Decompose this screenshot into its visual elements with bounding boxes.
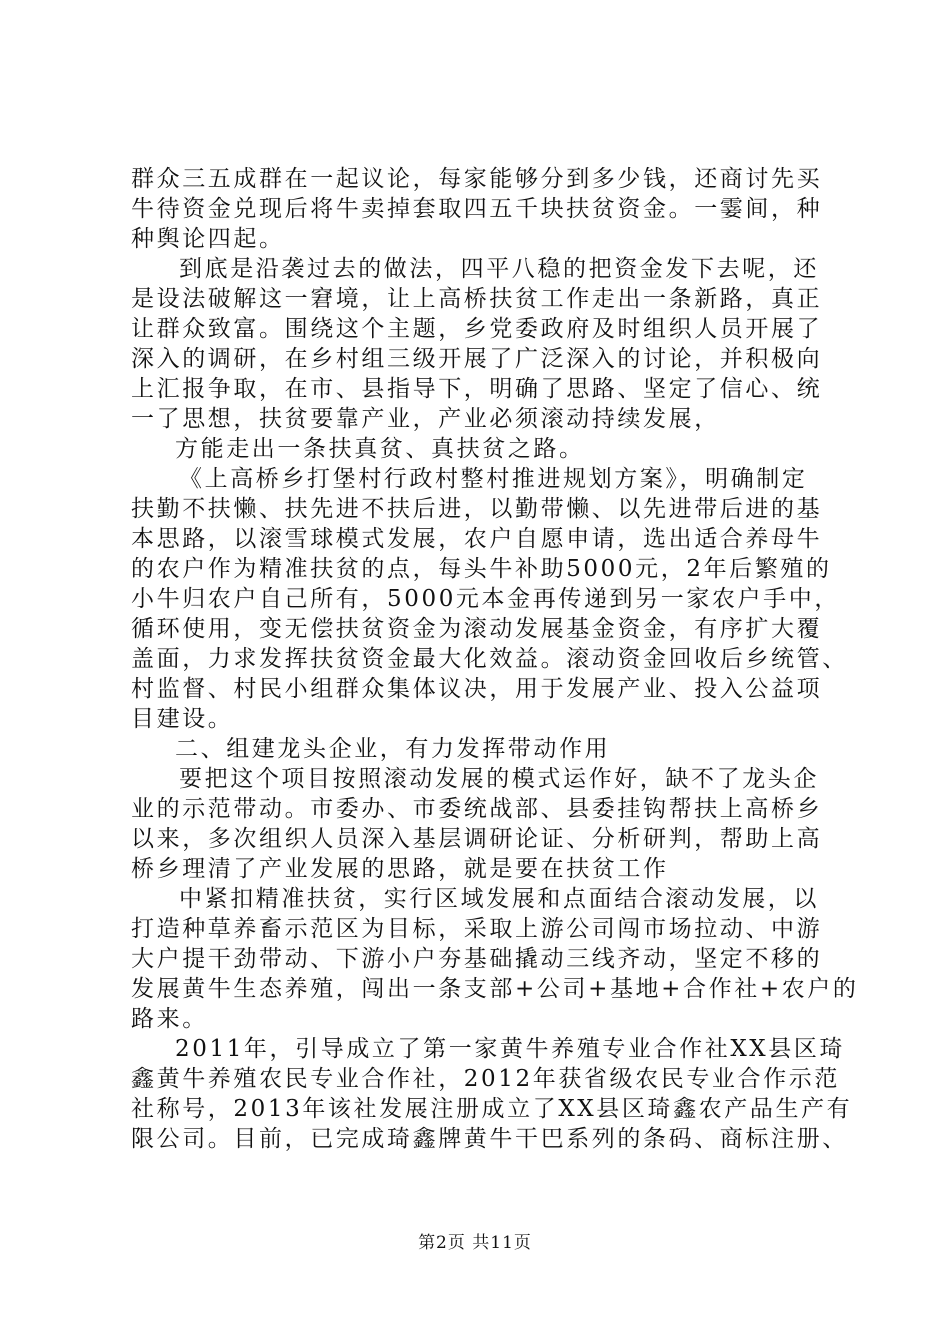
text-line: 盖面，力求发挥扶贫资金最大化效益。滚动资金回收后乡统管、: [131, 646, 848, 672]
text-line: 鑫黄牛养殖农民专业合作社，2012年获省级农民专业合作示范: [131, 1066, 840, 1092]
text-line: 循环使用，变无偿扶贫资金为滚动发展基金资金，有序扩大覆: [131, 616, 823, 642]
paragraph-start-line: 到底是沿袭过去的做法，四平八稳的把资金发下去呢，还: [179, 256, 819, 282]
document-body: [131, 164, 859, 1154]
text-line: 的农户作为精准扶贫的点，每头牛补助5000元，2年后繁殖的: [131, 556, 832, 582]
text-line: 打造种草养畜示范区为目标，采取上游公司闯市场拉动、中游: [131, 916, 823, 942]
section-heading: 二、组建龙头企业，有力发挥带动作用: [175, 736, 611, 762]
text-line: 发展黄牛生态养殖，闯出一条支部+公司+基地+合作社+农户的: [131, 976, 859, 1002]
text-line: 让群众致富。围绕这个主题，乡党委政府及时组织人员开展了: [131, 316, 823, 342]
paragraph-start-line: 《上高桥乡打堡村行政村整村推进规划方案》，明确制定: [179, 466, 808, 492]
text-line: 大户提干劲带动、下游小户夯基础撬动三线齐动，坚定不移的: [131, 946, 823, 972]
paragraph-start-line: 要把这个项目按照滚动发展的模式运作好，缺不了龙头企: [179, 766, 819, 792]
text-line: 扶勤不扶懒、扶先进不扶后进，以勤带懒、以先进带后进的基: [131, 496, 823, 522]
paragraph-start-line: 方能走出一条扶真贫、真扶贫之路。: [175, 436, 585, 462]
text-line: 种舆论四起。: [131, 226, 285, 252]
text-line: 上汇报争取，在市、县指导下，明确了思路、坚定了信心、统: [131, 376, 823, 402]
text-line: 是设法破解这一窘境，让上高桥扶贫工作走出一条新路，真正: [131, 286, 823, 312]
text-line: 本思路，以滚雪球模式发展，农户自愿申请，选出适合养母牛: [131, 526, 823, 552]
text-line: 路来。: [131, 1006, 208, 1032]
text-line: 小牛归农户自己所有，5000元本金再传递到另一家农户手中，: [131, 586, 840, 612]
paragraph-start-line: 中紧扣精准扶贫，实行区域发展和点面结合滚动发展，以: [179, 886, 819, 912]
text-line: 村监督、村民小组群众集体议决，用于发展产业、投入公益项: [131, 676, 823, 702]
text-line: 目建设。: [131, 706, 234, 732]
text-line: 群众三五成群在一起议论，每家能够分到多少钱，还商讨先买: [131, 166, 823, 192]
text-line: 社称号，2013年该社发展注册成立了XX县区琦鑫农产品生产有: [131, 1096, 853, 1122]
paragraph-start-line: 2011年，引导成立了第一家黄牛养殖专业合作社XX县区琦: [175, 1036, 846, 1062]
text-line: 桥乡理清了产业发展的思路，就是要在扶贫工作: [131, 856, 669, 882]
text-line: 深入的调研，在乡村组三级开展了广泛深入的讨论，并积极向: [131, 346, 823, 372]
text-line: 一了思想，扶贫要靠产业，产业必须滚动持续发展，: [131, 406, 720, 432]
page-number-footer: 第2页 共11页: [418, 1233, 532, 1253]
text-line: 业的示范带动。市委办、市委统战部、县委挂钩帮扶上高桥乡: [131, 796, 823, 822]
text-line: 以来，多次组织人员深入基层调研论证、分析研判，帮助上高: [131, 826, 823, 852]
text-line: 限公司。目前，已完成琦鑫牌黄牛干巴系列的条码、商标注册、: [131, 1126, 848, 1152]
text-line: 牛待资金兑现后将牛卖掉套取四五千块扶贫资金。一霎间，种: [131, 196, 823, 222]
